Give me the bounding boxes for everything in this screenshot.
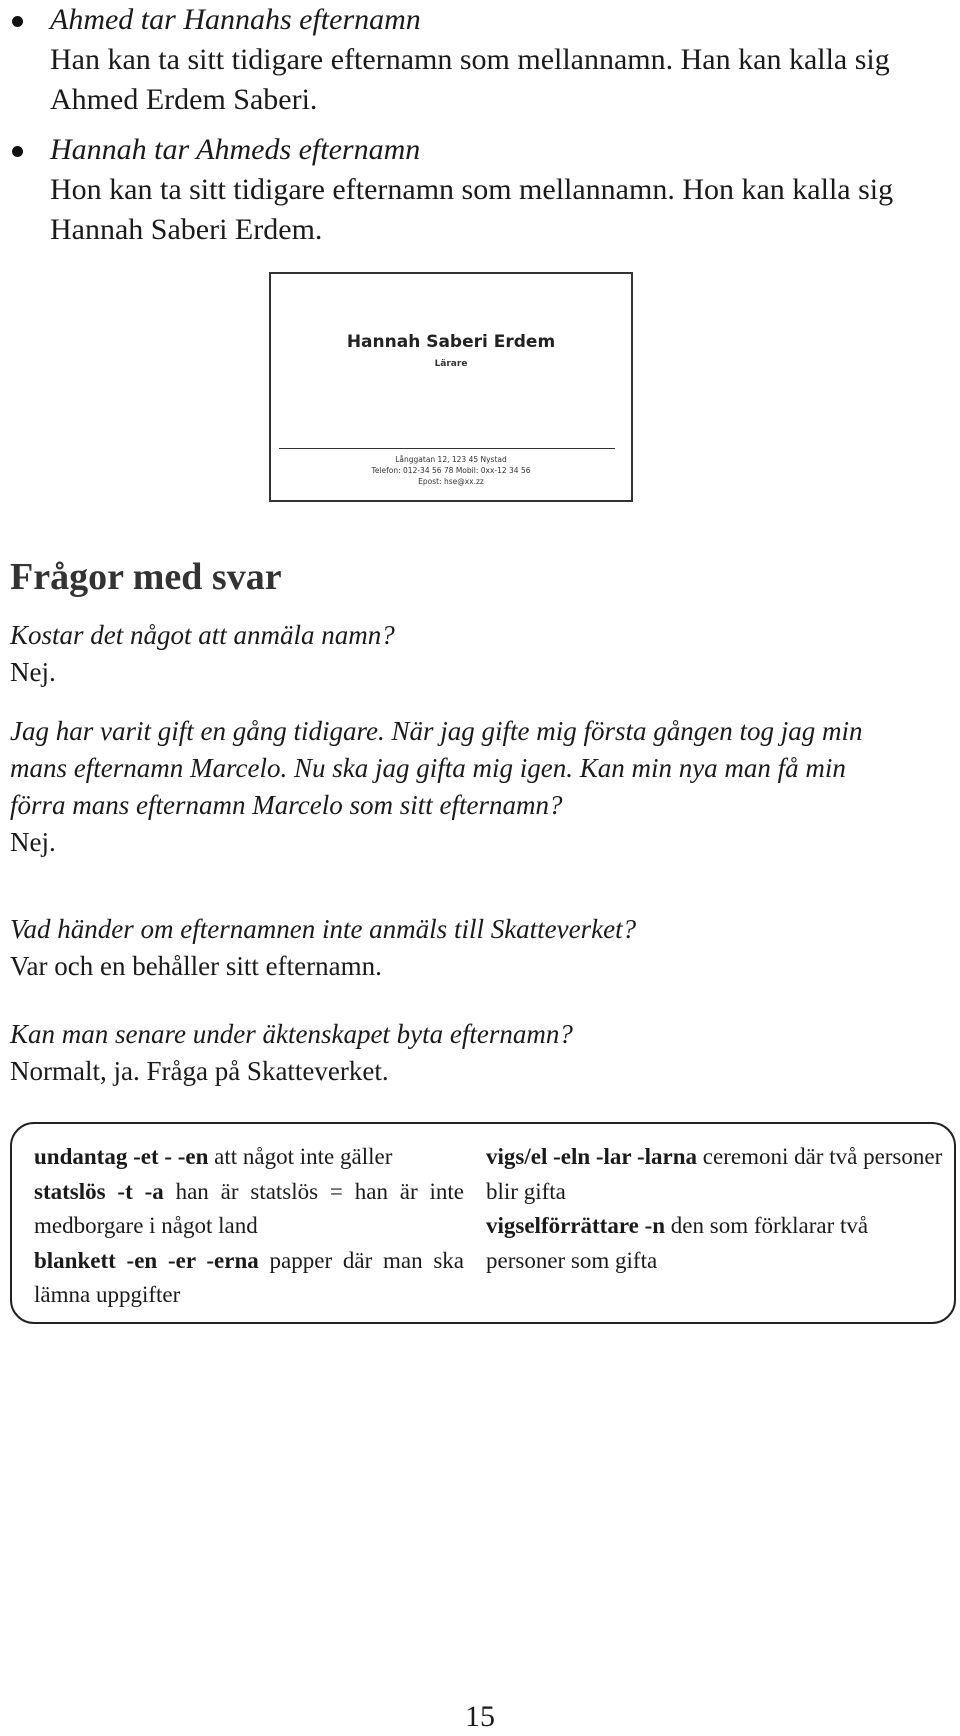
vocab-entry: [486, 1140, 946, 1209]
business-card: [269, 272, 633, 502]
bullet-dot-icon: [12, 16, 23, 27]
question-line: Jag har varit gift en gång tidigare. När jag gifte mig första gången tog jag min: [10, 716, 863, 746]
answer: Nej.: [10, 827, 56, 857]
card-address: Långgatan 12, 123 45 Nystad: [395, 455, 507, 464]
question-line: Kostar det något att anmäla namn?: [10, 620, 395, 650]
vocab-definition: att något inte gäller: [208, 1144, 393, 1169]
vocab-term: statslös -t -a: [34, 1178, 164, 1204]
card-email: Epost: hse@xx.zz: [418, 477, 484, 486]
vocab-term: blankett -en -er -erna: [34, 1247, 259, 1273]
question-line: förra mans efternamn Marcelo som sitt efternamn?: [10, 790, 563, 820]
qa-item: [10, 911, 955, 985]
bullet-item-ahmed: [0, 0, 960, 120]
bullet-text-line: Hannah Saberi Erdem.: [50, 213, 323, 246]
vocab-definition: papper där man ska lämna uppgifter: [34, 1247, 465, 1307]
bullet-title: Ahmed tar Hannahs efternamn: [50, 3, 421, 36]
answer: Normalt, ja. Fråga på Skatteverket.: [10, 1056, 389, 1086]
vocab-definition: ceremoni där två personer blir gifta: [486, 1144, 943, 1204]
section-title: Frågor med svar: [10, 556, 282, 598]
card-role: Lärare: [434, 359, 468, 369]
vocab-entry: [34, 1140, 464, 1175]
answer: Var och en behåller sitt efternamn.: [10, 951, 382, 981]
qa-item: [10, 1016, 955, 1090]
vocabulary-column-left: [34, 1140, 464, 1313]
vocab-term: vigs/el -eln -lar -larna: [486, 1144, 698, 1169]
question-line: Kan man senare under äktenskapet byta efternamn?: [10, 1019, 573, 1049]
card-phone: Telefon: 012-34 56 78 Mobil: 0xx-12 34 56: [371, 466, 531, 475]
page-number: 15: [465, 1700, 495, 1733]
qa-item: [10, 713, 955, 861]
card-divider: [279, 448, 615, 449]
bullet-text-line: Han kan ta sitt tidigare efternamn som mellannamn. Han kan kalla sig: [50, 43, 890, 76]
vocab-definition: han är statslös = han är inte medborgare i något land: [34, 1178, 464, 1238]
question-line: mans efternamn Marcelo. Nu ska jag gifta mig igen. Kan min nya man få min: [10, 753, 846, 783]
vocab-entry: [34, 1244, 464, 1313]
bullet-text-line: Ahmed Erdem Saberi.: [50, 83, 318, 116]
question-line: Vad händer om efternamnen inte anmäls till Skatteverket?: [10, 914, 637, 944]
card-contact: [271, 454, 631, 487]
answer: Nej.: [10, 657, 56, 687]
vocab-entry: [34, 1175, 464, 1244]
vocab-definition: den som förklarar två personer som gifta: [486, 1213, 869, 1273]
vocabulary-column-right: [486, 1140, 946, 1278]
vocabulary-box: [10, 1122, 956, 1324]
qa-item: [10, 617, 955, 691]
vocab-term: undantag -et - -en: [34, 1144, 209, 1169]
bullet-item-hannah: [0, 130, 960, 250]
card-name: Hannah Saberi Erdem: [346, 332, 556, 352]
bullet-dot-icon: [12, 146, 23, 157]
vocab-term: vigselförrättare -n: [486, 1213, 666, 1238]
bullet-text-line: Hon kan ta sitt tidigare efternamn som mellannamn. Hon kan kalla sig: [50, 173, 894, 206]
bullet-title: Hannah tar Ahmeds efternamn: [50, 133, 421, 166]
vocab-entry: [486, 1209, 946, 1278]
